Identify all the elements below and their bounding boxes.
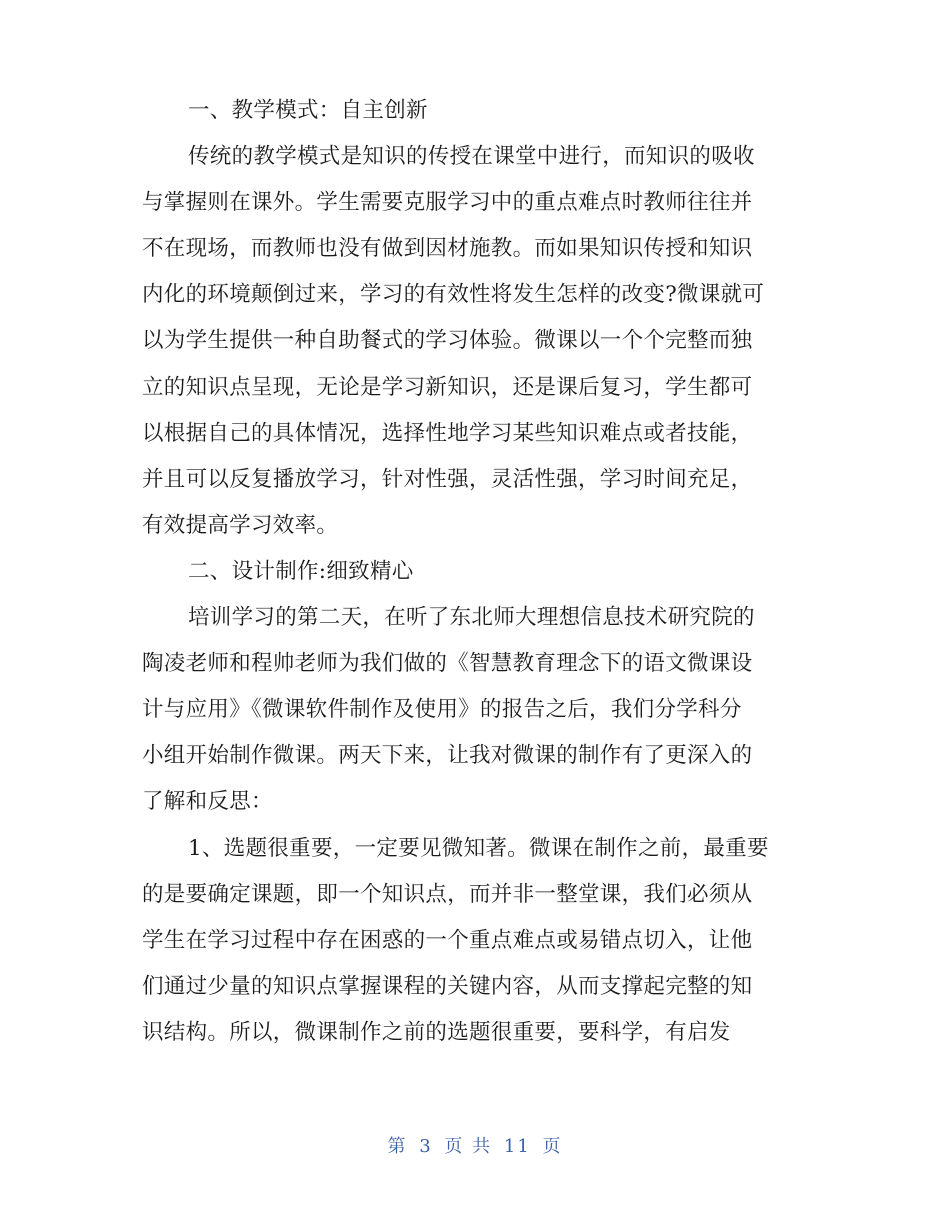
paragraph-line: 并且可以反复播放学习，针对性强，灵活性强，学习时间充足， xyxy=(142,466,753,492)
page-footer xyxy=(0,1132,950,1158)
footer-current-page: 3 xyxy=(419,1136,433,1157)
document-body xyxy=(142,88,808,1056)
paragraph-line: 学生在学习过程中存在困惑的一个重点难点或易错点切入，让他 xyxy=(142,927,753,953)
paragraph-line: 计与应用》《微课软件制作及使用》的报告之后，我们分学科分 xyxy=(142,697,742,723)
paragraph-line: 的是要确定课题，即一个知识点，而并非一整堂课，我们必须从 xyxy=(142,881,753,907)
footer-total-pages: 11 xyxy=(503,1136,531,1157)
paragraph-line: 传统的教学模式是知识的传授在课堂中进行，而知识的吸收 xyxy=(188,144,755,170)
paragraph-line: 了解和反思： xyxy=(142,789,273,815)
paragraph-line: 立的知识点呈现，无论是学习新知识，还是课后复习，学生都可 xyxy=(142,374,753,400)
paragraph-line: 培训学习的第二天，在听了东北师大理想信息技术研究院的 xyxy=(188,605,755,631)
paragraph-line: 有效提高学习效率。 xyxy=(142,512,339,538)
paragraph-line: 小组开始制作微课。两天下来，让我对微课的制作有了更深入的 xyxy=(142,743,753,769)
paragraph-line: 们通过少量的知识点掌握课程的关键内容，从而支撑起完整的知 xyxy=(142,973,753,999)
list-item-line: 1、选题很重要，一定要见微知著。微课在制作之前，最重要 xyxy=(188,835,769,861)
paragraph-line: 陶凌老师和程帅老师为我们做的《智慧教育理念下的语文微课设 xyxy=(142,651,753,677)
footer-suffix: 页 xyxy=(542,1136,563,1157)
paragraph-line: 不在现场，而教师也没有做到因材施教。而如果知识传授和知识 xyxy=(142,236,753,262)
paragraph-line: 以根据自己的具体情况，选择性地学习某些知识难点或者技能， xyxy=(142,420,753,446)
paragraph-line: 识结构。所以，微课制作之前的选题很重要，要科学，有启发 xyxy=(142,1019,731,1045)
section-heading-2: 二、设计制作:细致精心 xyxy=(188,558,414,584)
section-heading-1: 一、教学模式：自主创新 xyxy=(188,98,428,123)
paragraph-line: 与掌握则在课外。学生需要克服学习中的重点难点时教师往往并 xyxy=(142,190,753,216)
paragraph-line: 以为学生提供一种自助餐式的学习体验。微课以一个个完整而独 xyxy=(142,328,753,354)
footer-prefix: 第 xyxy=(387,1136,408,1157)
footer-middle: 页 共 xyxy=(444,1136,493,1157)
paragraph-line: 内化的环境颠倒过来，学习的有效性将发生怎样的改变?微课就可 xyxy=(142,282,765,308)
